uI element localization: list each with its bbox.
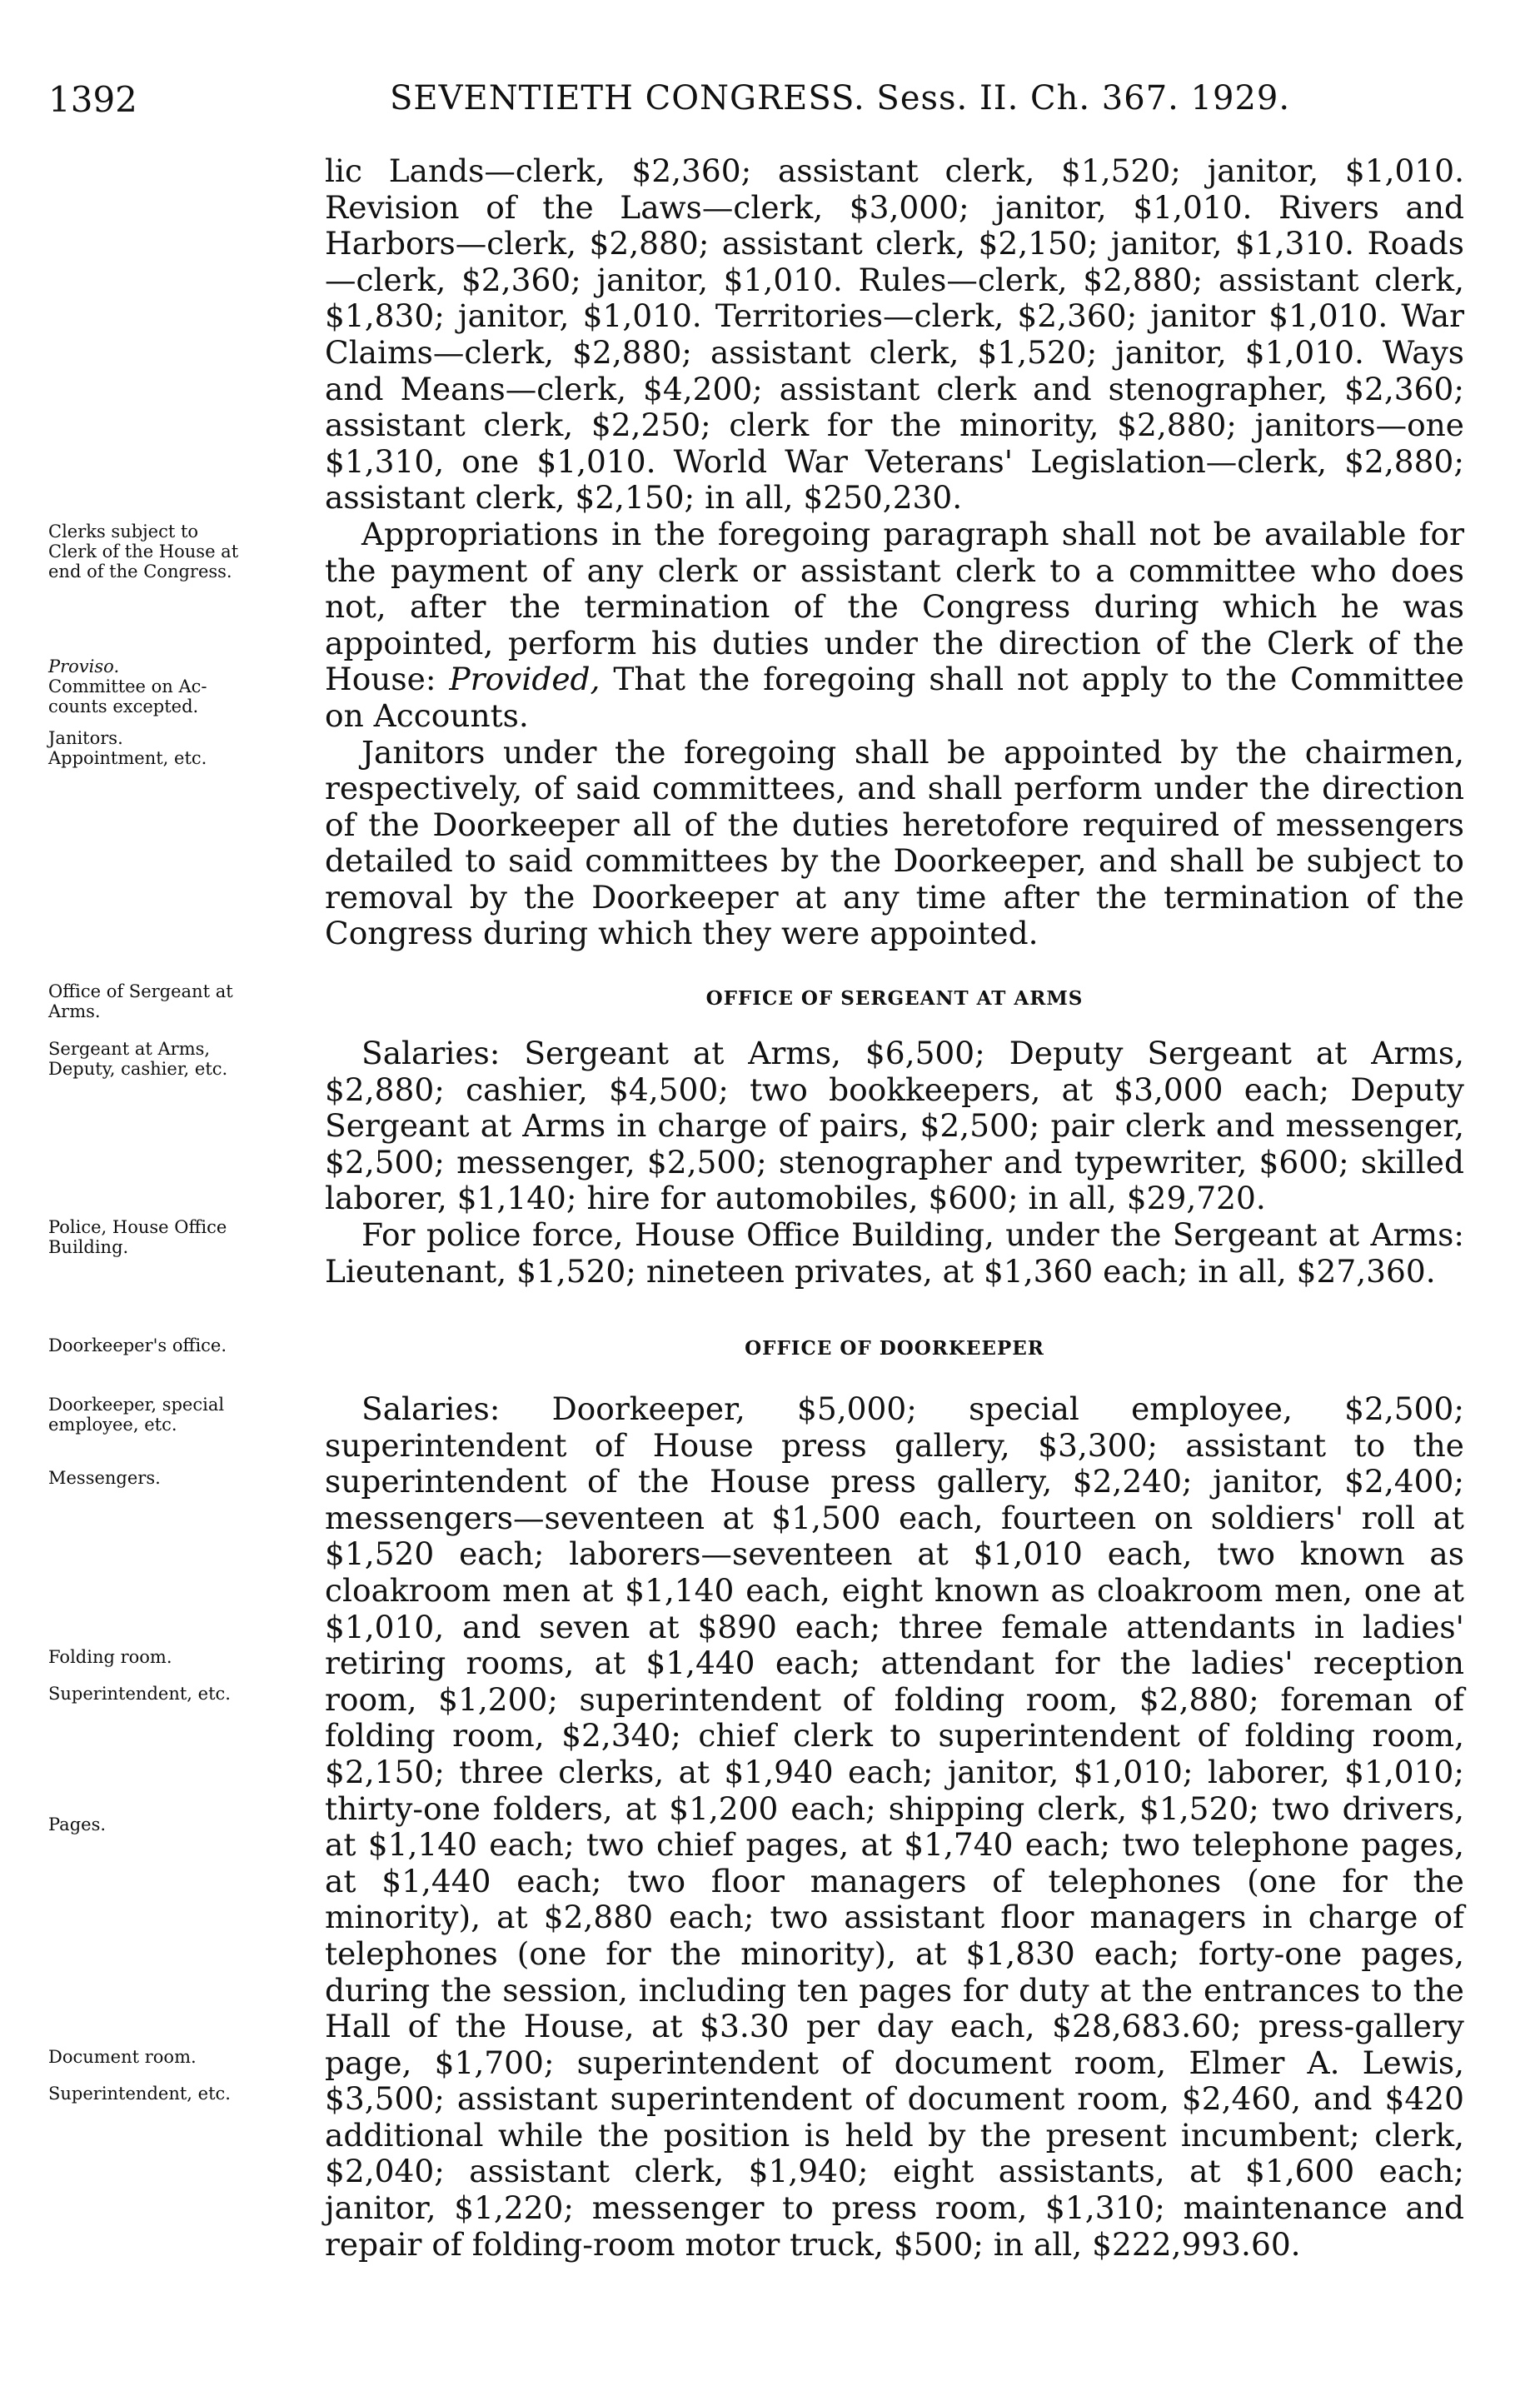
sidenote-line: Superintendent, etc. <box>48 2084 231 2104</box>
sidenote-line: Clerks subject to <box>48 522 199 542</box>
paragraph-appropriations <box>325 517 1464 735</box>
sidenote-line: Appointment, etc. <box>48 748 207 768</box>
sidenote-line: Office of Sergeant at <box>48 981 233 1001</box>
paragraph-janitors: Janitors under the foregoing shall be appointed by the chairmen, respectively, of said committees, and shall perform under the direction of the Doorkeeper all of the duties heretofore required of messengers detailed to said committees by the Doorkeeper, and shall be subject to removal by the Doorkeeper at any time after the termination of the Congress during which they were appointed. <box>325 733 1464 952</box>
sidenote-line: Proviso. <box>48 656 120 676</box>
sidenote-document-room <box>48 2047 323 2104</box>
text-run: Appropriations in the foregoing paragraph shall not be available for the payment of any clerk or assistant clerk to a committee who does not, after the termination of the Congress during which he was appointed, perform his duties under the direction of the Clerk of the House: <box>325 515 1464 698</box>
sidenote-line: end of the Congress. <box>48 562 232 582</box>
sidenote-line: Document room. <box>48 2047 197 2067</box>
heading-office-doorkeeper: OFFICE OF DOORKEEPER <box>745 1337 1044 1360</box>
sidenote-doorkeeper-special <box>48 1395 323 1435</box>
main-text-sergeant <box>325 1036 1464 1290</box>
sidenote-doorkeeper-office <box>48 1335 323 1355</box>
sidenote-office-sergeant <box>48 981 323 1021</box>
main-text-doorkeeper <box>325 1391 1464 2263</box>
sidenote-line: Committee on Ac- <box>48 676 207 696</box>
sidenote-line: Doorkeeper, special <box>48 1395 225 1415</box>
paragraph-police: For police force, House Office Building, under the Sergeant at Arms: Lieutenant, $1,520; nineteen privates, at $1,360 each; in all, $27,360. <box>325 1215 1464 1290</box>
sidenote-line: Police, House Office <box>48 1217 227 1237</box>
heading-office-sergeant: OFFICE OF SERGEANT AT ARMS <box>705 987 1084 1010</box>
sidenote-line: employee, etc. <box>48 1415 177 1435</box>
sidenote-messengers <box>48 1468 323 1488</box>
text-run: That the foregoing shall not apply to the Committee on Accounts. <box>325 661 1464 734</box>
sidenote-clerks-subject <box>48 522 323 582</box>
page-header <box>48 79 1464 129</box>
sidenote-line: Deputy, cashier, etc. <box>48 1059 228 1079</box>
sidenote-line: Arms. <box>48 1001 101 1021</box>
paragraph-committee-salaries: lic Lands—clerk, $2,360; assistant clerk, $1,520; janitor, $1,010. Revision of the Laws—clerk, $3,000; janitor, $1,010. Rivers and Harbors—clerk, $2,880; assistant clerk, $2,150; janitor, $1,310. Roads—clerk, $2,360; janitor, $1,010. Rules—clerk, $2,880; assistant clerk, $1,830; janitor, $1,010. Territories—clerk, $2,360; janitor $1,010. War Claims—clerk, $2,880; assistant clerk, $1,520; janitor, $1,010. Ways and Means—clerk, $4,200; assistant clerk and stenographer, $2,360; assistant clerk, $2,250; clerk for the minority, $2,880; janitors—one $1,310, one $1,010. World War Veterans' Legislation—clerk, $2,880; assistant clerk, $2,150; in all, $250,230. <box>325 152 1464 517</box>
paragraph-doorkeeper-salaries: Salaries: Doorkeeper, $5,000; special employee, $2,500; superintendent of House press gallery, $3,300; assistant to the superintendent of the House press gallery, $2,240; janitor, $2,400; messengers—seventeen at $1,500 each, fourteen on soldiers' roll at $1,520 each; laborers—seventeen at $1,010 each, two known as cloakroom men at $1,140 each, eight known as cloakroom men, one at $1,010, and seven at $890 each; three female attendants in ladies' retiring rooms, at $1,440 each; attendant for the ladies' reception room, $1,200; superintendent of folding room, $2,880; foreman of folding room, $2,340; chief clerk to superintendent of folding room, $2,150; three clerks, at $1,940 each; janitor, $1,010; laborer, $1,010; thirty-one folders, at $1,200 each; shipping clerk, $1,520; two drivers, at $1,140 each; two chief pages, at $1,740 each; two telephone pages, at $1,440 each; two floor managers of telephones (one for the minority), at $2,880 each; two assistant floor managers in charge of telephones (one for the minority), at $1,830 each; forty-one pages, during the session, including ten pages for duty at the entrances to the Hall of the House, at $3.30 per day each, $28,683.60; press-gallery page, $1,700; superintendent of document room, Elmer A. Lewis, $3,500; assistant superintendent of document room, $2,460, and $420 additional while the position is held by the present incumbent; clerk, $2,040; assistant clerk, $1,940; eight assistants, at $1,600 each; janitor, $1,220; messenger to press room, $1,310; maintenance and repair of folding-room motor truck, $500; in all, $222,993.60. <box>325 1390 1464 2263</box>
main-text-committees <box>325 153 1464 952</box>
sidenote-line: Janitors. <box>48 728 123 748</box>
sidenote-line: Superintendent, etc. <box>48 1684 231 1704</box>
sidenote-pages <box>48 1814 323 1834</box>
sidenote-line: Building. <box>48 1237 129 1257</box>
sidenote-proviso <box>48 656 323 768</box>
sidenote-line: counts excepted. <box>48 696 199 716</box>
text-run-italic: Provided, <box>449 661 601 698</box>
paragraph-sergeant-salaries: Salaries: Sergeant at Arms, $6,500; Deputy Sergeant at Arms, $2,880; cashier, $4,500; two bookkeepers, at $3,000 each; Deputy Sergeant at Arms in charge of pairs, $2,500; pair clerk and messenger, $2,500; messenger, $2,500; stenographer and typewriter, $600; skilled laborer, $1,140; hire for automobiles, $600; in all, $29,720. <box>325 1035 1464 1217</box>
sidenote-line: Clerk of the House at <box>48 542 239 562</box>
sidenote-line: Messengers. <box>48 1468 161 1488</box>
sidenote-line: Folding room. <box>48 1647 172 1667</box>
sidenote-line: Doorkeeper's office. <box>48 1335 227 1355</box>
sidenote-police <box>48 1217 323 1257</box>
running-title: SEVENTIETH CONGRESS. Sess. II. Ch. 367. 1929. <box>390 79 1291 117</box>
sidenote-line: Pages. <box>48 1814 107 1834</box>
page-number: 1392 <box>48 79 137 120</box>
sidenote-folding-room <box>48 1647 323 1704</box>
sidenote-line: Sergeant at Arms, <box>48 1039 211 1059</box>
sidenote-sergeant-salaries <box>48 1039 323 1079</box>
